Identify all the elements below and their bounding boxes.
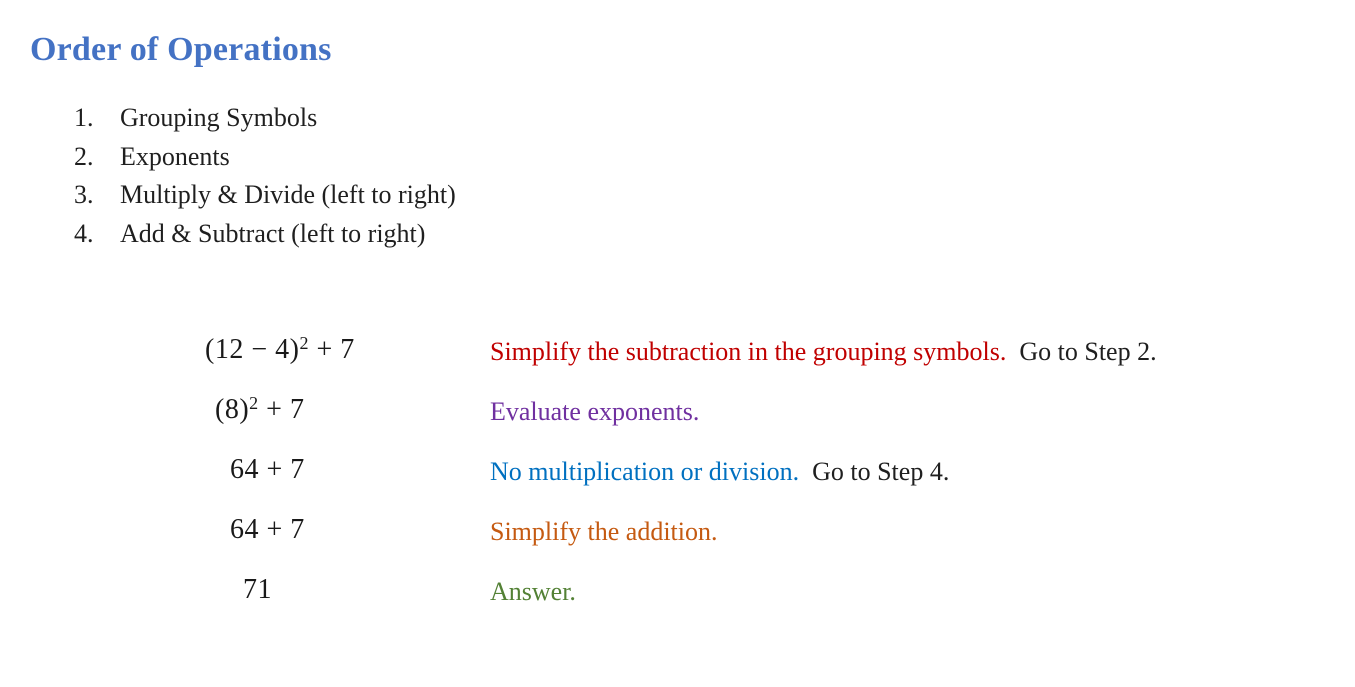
step-followup: Go to Step 2. [1019, 337, 1157, 367]
math-expression [243, 573, 272, 607]
step-followup: Go to Step 4. [812, 457, 950, 487]
step-row [0, 513, 1355, 573]
step-annotation [490, 335, 1157, 369]
math-expression [230, 513, 305, 547]
expr-base: 71 [243, 574, 272, 606]
math-expression [215, 393, 304, 427]
expr-exponent: 2 [249, 393, 259, 414]
rule-item-add-subtract [0, 215, 1355, 254]
expr-base: 64 + 7 [230, 454, 305, 486]
rules-list [0, 99, 1355, 253]
math-expression [230, 453, 305, 487]
expr-base: (12 − 4) [205, 334, 300, 366]
step-annotation [490, 515, 718, 549]
step-row [0, 393, 1355, 453]
step-annotation [490, 575, 576, 609]
document-page [0, 30, 1355, 687]
step-row [0, 333, 1355, 393]
step-note: No multiplication or division. [490, 457, 800, 487]
step-note: Evaluate exponents. [490, 397, 700, 427]
expr-rest: + 7 [258, 394, 305, 426]
math-expression [205, 333, 355, 367]
rule-label: Grouping Symbols [120, 103, 318, 133]
rule-item-exponents [0, 138, 1355, 177]
expr-base: 64 + 7 [230, 514, 305, 546]
rule-label: Exponents [120, 141, 230, 171]
rule-item-grouping [0, 99, 1355, 138]
expr-base: (8) [215, 394, 250, 426]
step-row [0, 573, 1355, 633]
step-annotation [490, 455, 949, 489]
rule-number: 2. [74, 141, 94, 171]
worked-example [0, 333, 1355, 633]
rule-label: Multiply & Divide (left to right) [120, 180, 456, 210]
step-note: Answer. [490, 577, 576, 607]
rule-number: 4. [74, 218, 94, 248]
rule-item-multiply-divide [0, 176, 1355, 215]
rule-number: 3. [74, 180, 94, 210]
step-annotation [490, 395, 699, 429]
expr-exponent: 2 [299, 333, 309, 354]
rule-number: 1. [74, 103, 94, 133]
step-row [0, 453, 1355, 513]
page-title: Order of Operations [30, 31, 332, 68]
rule-label: Add & Subtract (left to right) [120, 218, 426, 248]
expr-rest: + 7 [308, 334, 355, 366]
step-note: Simplify the addition. [490, 517, 718, 547]
step-note: Simplify the subtraction in the grouping symbols. [490, 337, 1007, 367]
